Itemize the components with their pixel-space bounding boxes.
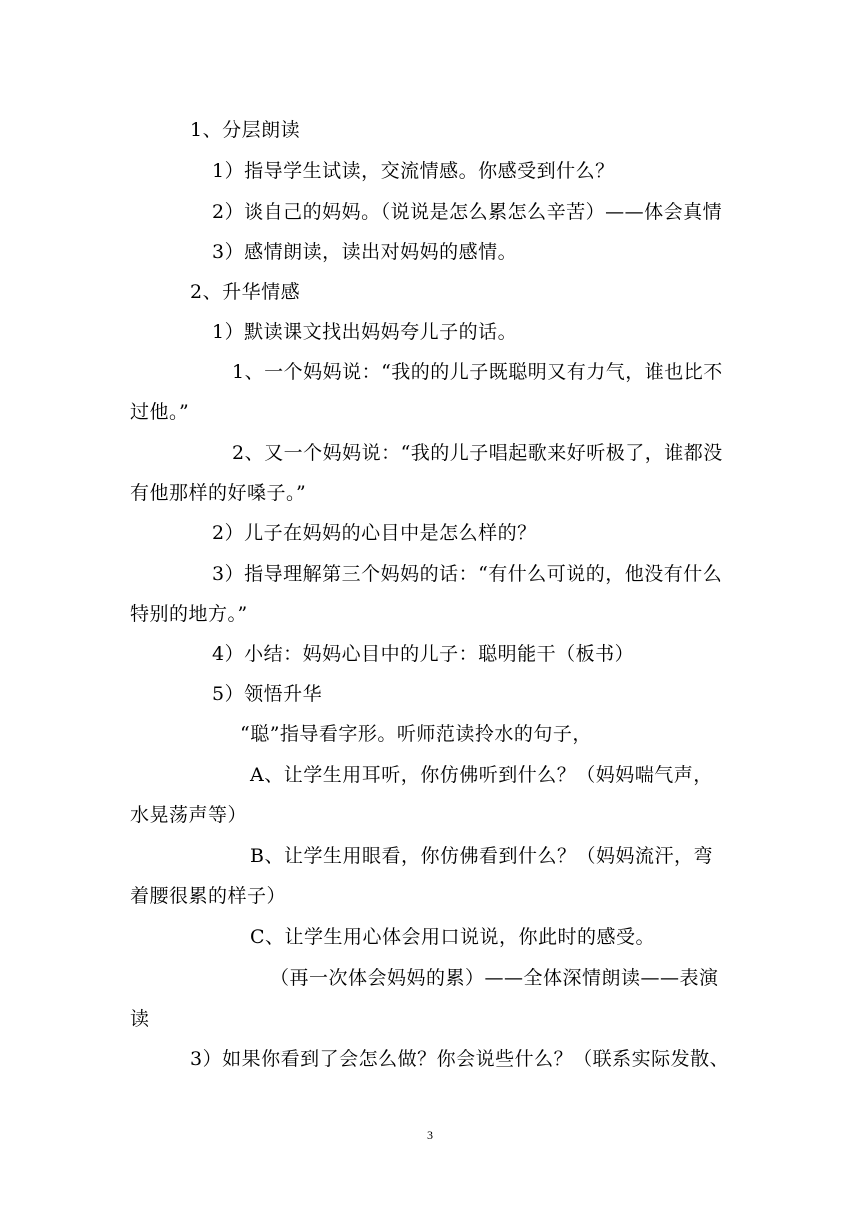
quote-2-line-1: 2、又一个妈妈说：“我的儿子唱起歌来好听极了，谁都没	[232, 442, 723, 464]
step-2-son-in-mind: 2）儿子在妈妈的心目中是怎么样的？	[212, 522, 537, 544]
item-b-line-2: 着腰很累的样子）	[130, 885, 287, 907]
step-4-summary: 4）小结：妈妈心目中的儿子：聪明能干（板书）	[212, 643, 635, 665]
step-5-comprehend: 5）领悟升华	[212, 683, 323, 705]
item-a-line-2: 水晃荡声等）	[130, 804, 248, 826]
quote-1-line-2: 过他。”	[130, 401, 190, 423]
step-1-trial-reading: 1）指导学生试读，交流情感。你感受到什么？	[212, 160, 615, 182]
step-3-emotional-reading: 3）感情朗读，读出对妈妈的感情。	[212, 241, 518, 263]
item-a-line-1: A、让学生用耳听，你仿佛听到什么？（妈妈喘气声，	[250, 764, 713, 786]
page-number: 3	[427, 1128, 433, 1142]
reading-again-line-2: 读	[130, 1008, 150, 1030]
step-2-talk-about-mother: 2）谈自己的妈妈。（说说是怎么累怎么辛苦）——体会真情	[212, 201, 723, 223]
step-3-third-mother-line-1: 3）指导理解第三个妈妈的话：“有什么可说的，他没有什么	[212, 563, 723, 585]
step-3-what-would-you-do: 3）如果你看到了会怎么做？你会说些什么？（联系实际发散、	[190, 1048, 730, 1070]
heading-layered-reading: 1、分层朗读	[190, 119, 301, 141]
item-c: C、让学生用心体会用口说说，你此时的感受。	[250, 926, 656, 948]
quote-1-line-1: 1、一个妈妈说：“我的的儿子既聪明又有力气，谁也比不	[232, 361, 723, 383]
step-1-silent-reading: 1）默读课文找出妈妈夸儿子的话。	[212, 321, 518, 343]
quote-2-line-2: 有他那样的好嗓子。”	[130, 482, 307, 504]
heading-sublimate-emotion: 2、升华情感	[190, 281, 301, 303]
character-cong-guidance: “聪”指导看字形。听师范读拎水的句子，	[240, 723, 592, 745]
item-b-line-1: B、让学生用眼看，你仿佛看到什么？（妈妈流汗，弯	[250, 845, 713, 867]
step-3-third-mother-line-2: 特别的地方。”	[130, 603, 248, 625]
reading-again-line-1: （再一次体会妈妈的累）——全体深情朗读——表演	[270, 967, 719, 989]
